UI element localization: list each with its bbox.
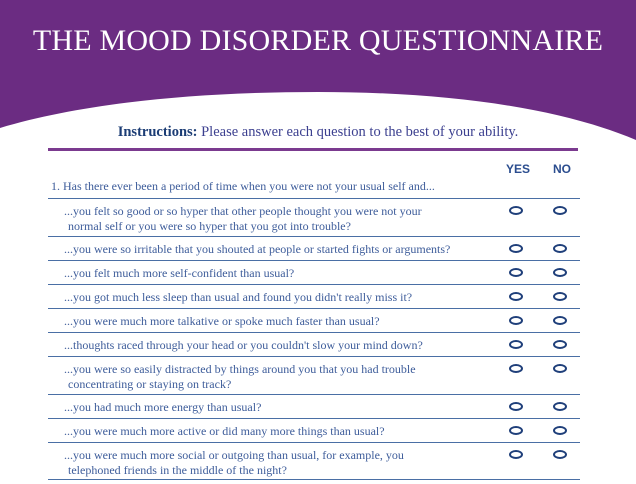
instructions — [0, 124, 636, 141]
question-row — [48, 394, 580, 418]
question-text — [64, 448, 494, 478]
question-line: ...you felt much more self-confident than usual? — [64, 266, 295, 280]
question-row — [48, 442, 580, 480]
question-line: ...thoughts raced through your head or you couldn't slow your mind down? — [64, 338, 423, 352]
question-list — [48, 198, 580, 480]
question-line: ...you were so irritable that you shouted at people or started fights or arguments? — [64, 242, 451, 256]
question-row — [48, 198, 580, 236]
question-text — [64, 314, 494, 329]
question-row — [48, 418, 580, 442]
question-text — [64, 290, 494, 305]
yes-radio-button[interactable] — [509, 340, 523, 349]
instructions-text: Please answer each question to the best of your ability. — [197, 124, 519, 140]
no-radio-button[interactable] — [553, 316, 567, 325]
yes-radio-button[interactable] — [509, 402, 523, 411]
question-line: ...you had much more energy than usual? — [64, 400, 262, 414]
question-row — [48, 236, 580, 260]
yes-radio-button[interactable] — [509, 364, 523, 373]
question-intro: 1. Has there ever been a period of time when you were not your usual self and... — [51, 179, 435, 193]
no-radio-button[interactable] — [553, 450, 567, 459]
yes-radio-button[interactable] — [509, 426, 523, 435]
question-text — [64, 338, 494, 353]
no-column-header: NO — [553, 162, 571, 176]
no-radio-button[interactable] — [553, 364, 567, 373]
question-line: ...you got much less sleep than usual and found you didn't really miss it? — [64, 290, 413, 304]
question-line: ...you were so easily distracted by things around you that you had trouble — [64, 362, 416, 376]
question-row — [48, 356, 580, 394]
no-radio-button[interactable] — [553, 426, 567, 435]
no-radio-button[interactable] — [553, 402, 567, 411]
question-text — [64, 400, 494, 415]
question-row — [48, 284, 580, 308]
question-line: normal self or you were so hyper that you got into trouble? — [68, 219, 351, 233]
no-radio-button[interactable] — [553, 268, 567, 277]
question-line: telephoned friends in the middle of the night? — [68, 463, 287, 477]
yes-radio-button[interactable] — [509, 316, 523, 325]
no-radio-button[interactable] — [553, 244, 567, 253]
question-text — [64, 362, 494, 392]
question-text — [64, 242, 494, 257]
no-radio-button[interactable] — [553, 340, 567, 349]
yes-radio-button[interactable] — [509, 206, 523, 215]
question-text — [64, 424, 494, 439]
header-banner — [0, 0, 636, 140]
yes-radio-button[interactable] — [509, 292, 523, 301]
yes-radio-button[interactable] — [509, 268, 523, 277]
no-radio-button[interactable] — [553, 206, 567, 215]
question-line: ...you felt so good or so hyper that other people thought you were not your — [64, 204, 422, 218]
question-line: ...you were much more active or did many more things than usual? — [64, 424, 385, 438]
question-line: concentrating or staying on track? — [68, 377, 232, 391]
yes-radio-button[interactable] — [509, 244, 523, 253]
yes-column-header: YES — [506, 162, 531, 176]
question-text — [64, 204, 494, 234]
question-line: ...you were much more talkative or spoke much faster than usual? — [64, 314, 380, 328]
question-row — [48, 260, 580, 284]
question-text — [64, 266, 494, 281]
question-row — [48, 308, 580, 332]
instructions-label: Instructions: — [117, 124, 198, 140]
yes-radio-button[interactable] — [509, 450, 523, 459]
question-line: ...you were much more social or outgoing than usual, for example, you — [64, 448, 404, 462]
page-title: THE MOOD DISORDER QUESTIONNAIRE — [32, 24, 604, 57]
no-radio-button[interactable] — [553, 292, 567, 301]
question-row — [48, 332, 580, 356]
banner-shape — [0, 0, 636, 140]
top-divider — [48, 148, 578, 151]
